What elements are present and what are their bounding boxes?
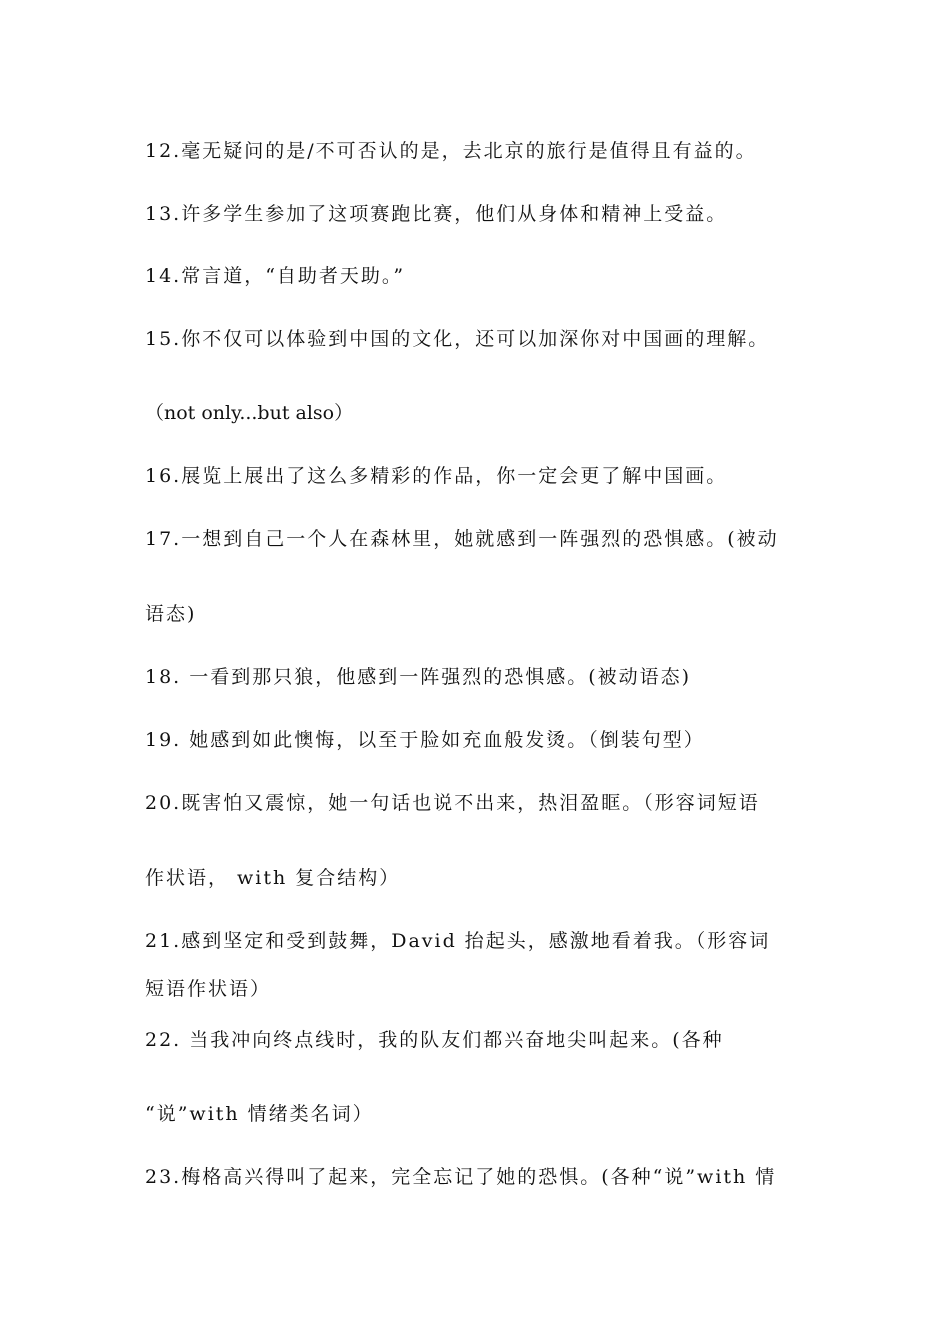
text-line: 16.展览上展出了这么多精彩的作品，你一定会更了解中国画。 xyxy=(145,465,728,487)
text-line: 语态) xyxy=(145,603,197,625)
text-line: 20.既害怕又震惊，她一句话也说不出来，热泪盈眶。（形容词短语 xyxy=(145,792,760,814)
text-line: 14.常言道，“自助者天助。” xyxy=(145,265,406,287)
text-line: 12.毫无疑问的是/不可否认的是，去北京的旅行是值得且有益的。 xyxy=(145,140,757,162)
text-line: 短语作状语） xyxy=(145,978,272,1000)
text-line: 22. 当我冲向终点线时，我的队友们都兴奋地尖叫起来。(各种 xyxy=(145,1029,724,1051)
text-line: 19. 她感到如此懊悔，以至于脸如充血般发烫。（倒装句型） xyxy=(145,729,705,751)
text-line: 23.梅格高兴得叫了起来，完全忘记了她的恐惧。(各种“说”with 情 xyxy=(145,1166,777,1188)
text-line: 17.一想到自己一个人在森林里，她就感到一阵强烈的恐惧感。(被动 xyxy=(145,528,779,550)
text-line: （not only...but also） xyxy=(145,402,354,424)
text-line: “说”with 情绪类名词） xyxy=(145,1103,374,1125)
text-line: 15.你不仅可以体验到中国的文化，还可以加深你对中国画的理解。 xyxy=(145,328,770,350)
text-line: 18. 一看到那只狼，他感到一阵强烈的恐惧感。(被动语态) xyxy=(145,666,692,688)
text-line: 21.感到坚定和受到鼓舞，David 抬起头，感激地看着我。（形容词 xyxy=(145,930,771,952)
text-line: 13.许多学生参加了这项赛跑比赛，他们从身体和精神上受益。 xyxy=(145,203,728,225)
text-line: 作状语， with 复合结构） xyxy=(145,867,401,889)
